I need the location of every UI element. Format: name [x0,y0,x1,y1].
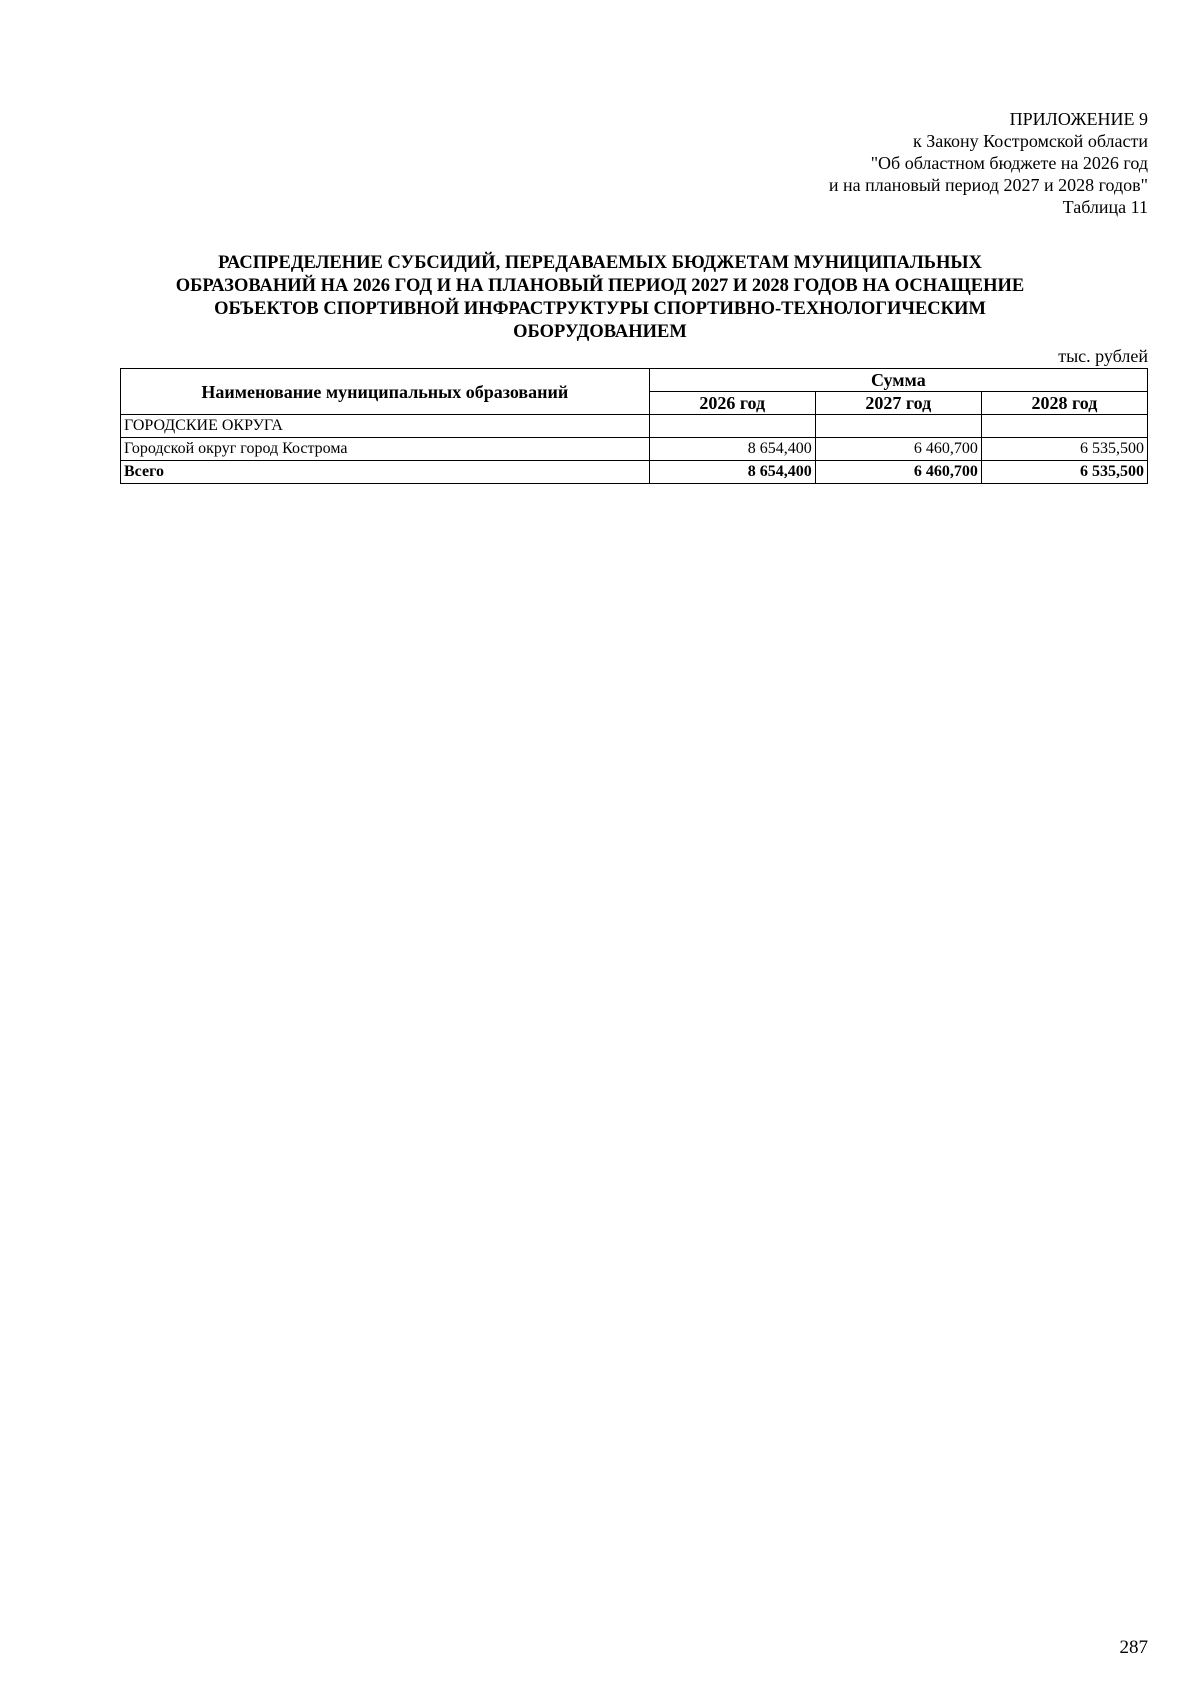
law-reference-line: "Об областном бюджете на 2026 год [870,153,1148,173]
title-line: ОБЪЕКТОВ СПОРТИВНОЙ ИНФРАСТРУКТУРЫ СПОРТИВНО-ТЕХНОЛОГИЧЕСКИМ [214,299,986,319]
section-row [121,415,1148,438]
table-header-row [121,369,1148,392]
section-label: ГОРОДСКИЕ ОКРУГА [121,415,650,438]
law-reference-line: и на плановый период 2027 и 2028 годов" [828,175,1148,195]
column-header-year: 2026 год [649,392,815,415]
row-name: Городской округ город Кострома [121,438,650,461]
title-line: ОБОРУДОВАНИЕМ [513,322,687,342]
total-row [121,461,1148,484]
appendix-block [829,108,1148,218]
total-value-2026: 8 654,400 [649,461,815,484]
title-line: РАСПРЕДЕЛЕНИЕ СУБСИДИЙ, ПЕРЕДАВАЕМЫХ БЮДЖЕТАМ МУНИЦИПАЛЬНЫХ [218,253,982,273]
table-number: Таблица 11 [1062,197,1148,217]
appendix-label: ПРИЛОЖЕНИЕ 9 [1009,109,1148,129]
column-header-year: 2028 год [981,392,1147,415]
empty-cell [815,415,981,438]
page-number: 287 [1119,1637,1148,1658]
total-label: Всего [121,461,650,484]
empty-cell [649,415,815,438]
title-line: ОБРАЗОВАНИЙ НА 2026 ГОД И НА ПЛАНОВЫЙ ПЕРИОД 2027 И 2028 ГОДОВ НА ОСНАЩЕНИЕ [175,276,1025,296]
empty-cell [981,415,1147,438]
units-label: тыс. рублей [1058,346,1148,366]
document-title [100,252,1100,344]
row-value-2027: 6 460,700 [815,438,981,461]
total-value-2028: 6 535,500 [981,461,1147,484]
law-reference-line: к Закону Костромской области [912,131,1148,151]
column-header-year: 2027 год [815,392,981,415]
table-row [121,438,1148,461]
row-value-2026: 8 654,400 [649,438,815,461]
column-header-sum: Сумма [649,369,1147,392]
subsidy-table [120,368,1148,484]
total-value-2027: 6 460,700 [815,461,981,484]
row-value-2028: 6 535,500 [981,438,1147,461]
column-header-name: Наименование муниципальных образований [121,369,650,415]
